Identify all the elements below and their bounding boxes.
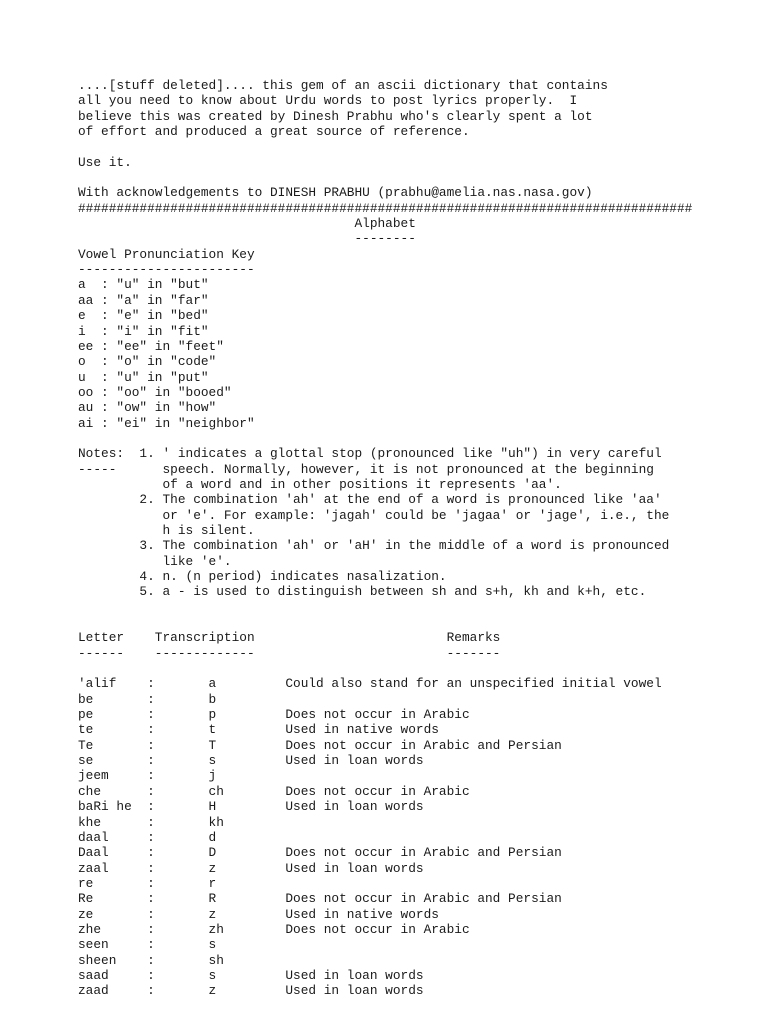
text-line: te : t Used in native words <box>78 722 439 738</box>
text-line: pe : p Does not occur in Arabic <box>78 707 470 723</box>
text-line: saad : s Used in loan words <box>78 967 424 983</box>
text-line: u : "u" in "put" <box>78 369 209 385</box>
text-line: like 'e'. <box>78 553 232 569</box>
text-line: ....[stuff deleted].... this gem of an ascii dictionary that contains <box>78 78 608 93</box>
text-line: 3. The combination 'ah' or 'aH' in the middle of a word is pronounced <box>78 538 670 554</box>
text-line: h is silent. <box>78 522 255 538</box>
text-line: 'alif : a Could also stand for an unspecified initial vowel <box>78 676 662 692</box>
text-line: 2. The combination 'ah' at the end of a word is pronounced like 'aa' <box>78 492 662 508</box>
text-line: e : "e" in "bed" <box>78 308 209 324</box>
text-line: o : "o" in "code" <box>78 354 217 370</box>
text-line: -------- <box>78 231 416 247</box>
text-line: Alphabet <box>78 216 416 232</box>
text-line <box>78 431 692 446</box>
text-line: aa : "a" in "far" <box>78 292 209 308</box>
text-line: baRi he : H Used in loan words <box>78 799 424 815</box>
text-line: ai : "ei" in "neighbor" <box>78 415 255 431</box>
text-line: jeem : j <box>78 768 217 784</box>
text-line: oo : "oo" in "booed" <box>78 384 232 400</box>
document-text <box>78 78 692 999</box>
text-line: With acknowledgements to DINESH PRABHU (prabhu@amelia.nas.nasa.gov) <box>78 185 593 201</box>
text-line: daal : d <box>78 829 217 845</box>
text-line: of effort and produced a great source of reference. <box>78 124 470 140</box>
text-line: re : r <box>78 875 217 891</box>
text-line: Te : T Does not occur in Arabic and Persian <box>78 737 562 753</box>
text-line: Notes: 1. ' indicates a glottal stop (pronounced like "uh") in very careful <box>78 446 662 462</box>
text-line: 5. a - is used to distinguish between sh and s+h, kh and k+h, etc. <box>78 584 647 600</box>
text-line: sheen : sh <box>78 952 224 968</box>
text-line: ################################################################################ <box>78 200 693 216</box>
text-line: or 'e'. For example: 'jagah' could be 'jagaa' or 'jage', i.e., the <box>78 507 670 523</box>
text-line: che : ch Does not occur in Arabic <box>78 783 470 799</box>
text-line: believe this was created by Dinesh Prabhu who's clearly spent a lot <box>78 108 593 124</box>
text-line: ------ ------------- ------- <box>78 645 501 661</box>
text-line: a : "u" in "but" <box>78 277 209 293</box>
text-line: Use it. <box>78 154 132 170</box>
text-line: i : "i" in "fit" <box>78 323 209 339</box>
text-line: au : "ow" in "how" <box>78 400 217 416</box>
text-line: se : s Used in loan words <box>78 753 424 769</box>
text-line: Daal : D Does not occur in Arabic and Persian <box>78 845 562 861</box>
text-line: Re : R Does not occur in Arabic and Persian <box>78 891 562 907</box>
text-line: Vowel Pronunciation Key <box>78 246 255 262</box>
text-line: of a word and in other positions it represents 'aa'. <box>78 476 562 492</box>
text-line: 4. n. (n period) indicates nasalization. <box>78 569 447 584</box>
text-line <box>78 170 692 185</box>
text-line: seen : s <box>78 937 217 953</box>
text-line: ----- speech. Normally, however, it is not pronounced at the beginning <box>78 461 654 477</box>
text-line: be : b <box>78 691 217 707</box>
text-line: ze : z Used in native words <box>78 906 439 922</box>
text-line: Letter Transcription Remarks <box>78 630 501 646</box>
text-line: all you need to know about Urdu words to post lyrics properly. I <box>78 93 578 109</box>
text-line: ----------------------- <box>78 262 255 278</box>
text-line: zhe : zh Does not occur in Arabic <box>78 921 470 937</box>
text-line: ee : "ee" in "feet" <box>78 338 224 354</box>
text-line <box>78 615 692 630</box>
text-line: khe : kh <box>78 814 224 830</box>
text-line: zaal : z Used in loan words <box>78 860 424 876</box>
text-line <box>78 139 692 154</box>
text-line <box>78 600 692 615</box>
text-line: zaad : z Used in loan words <box>78 983 424 999</box>
text-line <box>78 661 692 676</box>
